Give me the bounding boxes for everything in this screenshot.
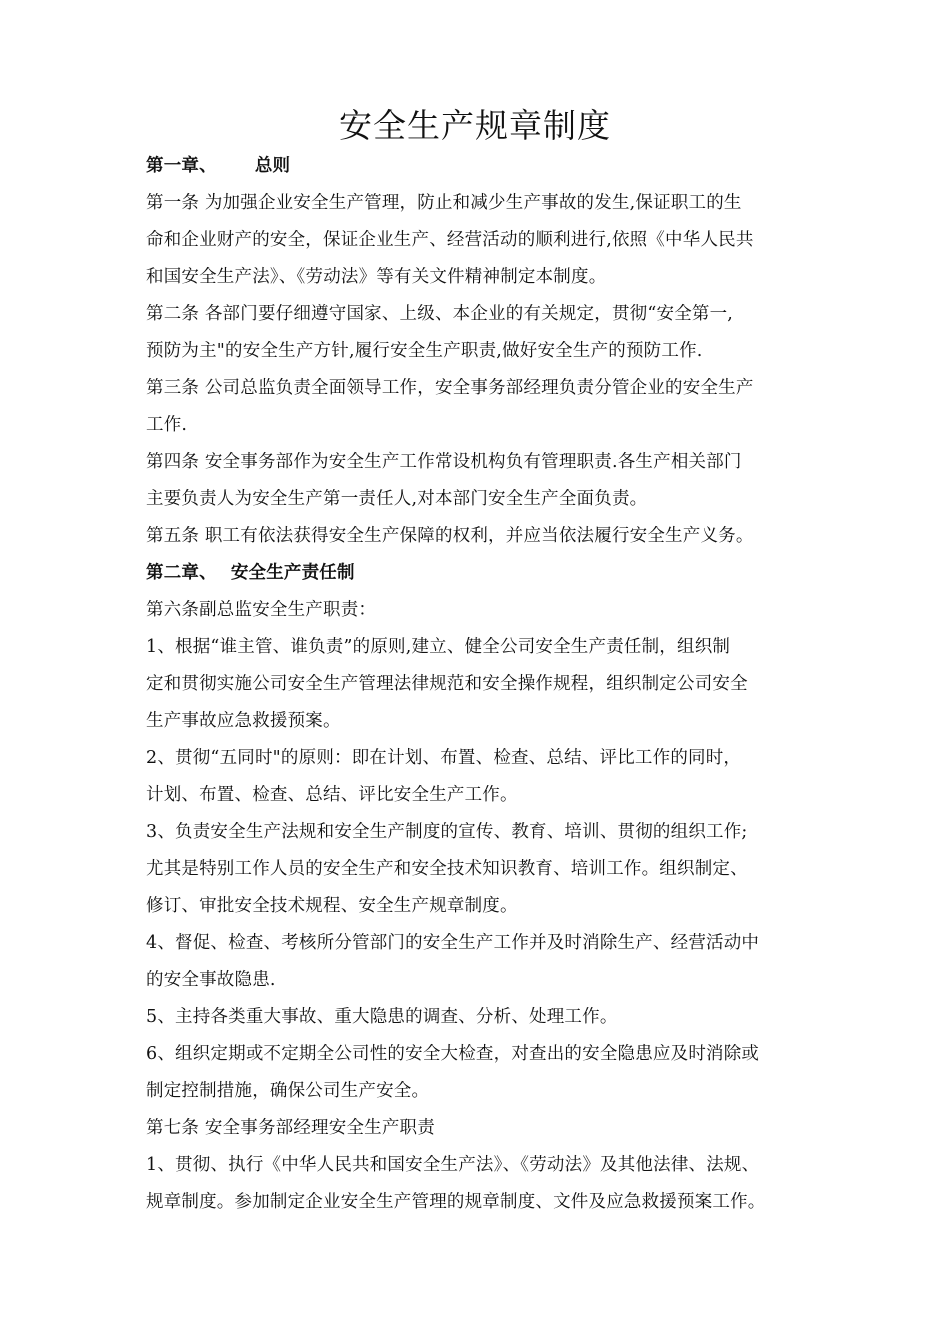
text-line: 4、督促、检查、考核所分管部门的安全生产工作并及时消除生产、经营活动中 <box>146 933 760 953</box>
text-line: 2、贯彻“五同时"的原则：即在计划、布置、检查、总结、评比工作的同时， <box>146 748 742 768</box>
text-line: 第四条 安全事务部作为安全生产工作常设机构负有管理职责.各生产相关部门 <box>146 452 742 472</box>
text-line: 1、根据“谁主管、谁负责”的原则,建立、健全公司安全生产责任制，组织制 <box>146 637 731 657</box>
text-line: 制定控制措施，确保公司生产安全。 <box>146 1081 430 1101</box>
document-title: 安全生产规章制度 <box>339 106 611 146</box>
text-line: 修订、审批安全技术规程、安全生产规章制度。 <box>146 896 518 916</box>
text-line: 主要负责人为安全生产第一责任人,对本部门安全生产全面负责。 <box>146 489 648 509</box>
chapter-2-paragraphs <box>146 592 826 1221</box>
text-line: 的安全事故隐患. <box>146 970 276 990</box>
text-line: 5、主持各类重大事故、重大隐患的调查、分析、处理工作。 <box>146 1007 618 1027</box>
text-line: 6、组织定期或不定期全公司性的安全大检查，对查出的安全隐患应及时消除或 <box>146 1044 760 1064</box>
text-line: 工作. <box>146 415 188 435</box>
text-line: 第五条 职工有依法获得安全生产保障的权利，并应当依法履行安全生产义务。 <box>146 526 754 546</box>
chapter-1-paragraphs <box>146 185 826 555</box>
text-line: 命和企业财产的安全，保证企业生产、经营活动的顺利进行,依照《中华人民共 <box>146 230 754 250</box>
chapter-name: 安全生产责任制 <box>230 563 355 583</box>
text-line: 规章制度。参加制定企业安全生产管理的规章制度、文件及应急救援预案工作。 <box>146 1192 766 1212</box>
text-line: 和国安全生产法》、《劳动法》等有关文件精神制定本制度。 <box>146 267 607 287</box>
text-line: 预防为主"的安全生产方针,履行安全生产职责,做好安全生产的预防工作. <box>146 341 703 361</box>
text-line: 定和贯彻实施公司安全生产管理法律规范和安全操作规程，组织制定公司安全 <box>146 674 748 694</box>
text-line: 3、负责安全生产法规和安全生产制度的宣传、教育、培训、贯彻的组织工作; <box>146 822 748 842</box>
text-line: 1、贯彻、执行《中华人民共和国安全生产法》、《劳动法》及其他法律、法规、 <box>146 1155 760 1175</box>
chapter-heading <box>146 555 826 592</box>
chapter-number: 第二章、 <box>146 563 217 583</box>
text-line: 计划、布置、检查、总结、评比安全生产工作。 <box>146 785 518 805</box>
text-line: 第二条 各部门要仔细遵守国家、上级、本企业的有关规定，贯彻“安全第一, <box>146 304 734 324</box>
text-line: 第三条 公司总监负责全面领导工作，安全事务部经理负责分管企业的安全生产 <box>146 378 754 398</box>
document-body <box>146 148 826 1221</box>
chapter-name: 总则 <box>254 156 291 176</box>
chapter-heading <box>146 148 826 185</box>
chapter-number: 第一章、 <box>146 156 217 176</box>
text-line: 第六条副总监安全生产职责： <box>146 600 377 620</box>
text-line: 第七条 安全事务部经理安全生产职责 <box>146 1118 435 1138</box>
text-line: 第一条 为加强企业安全生产管理，防止和减少生产事故的发生,保证职工的生 <box>146 193 742 213</box>
text-line: 尤其是特别工作人员的安全生产和安全技术知识教育、培训工作。组织制定、 <box>146 859 748 879</box>
text-line: 生产事故应急救援预案。 <box>146 711 341 731</box>
